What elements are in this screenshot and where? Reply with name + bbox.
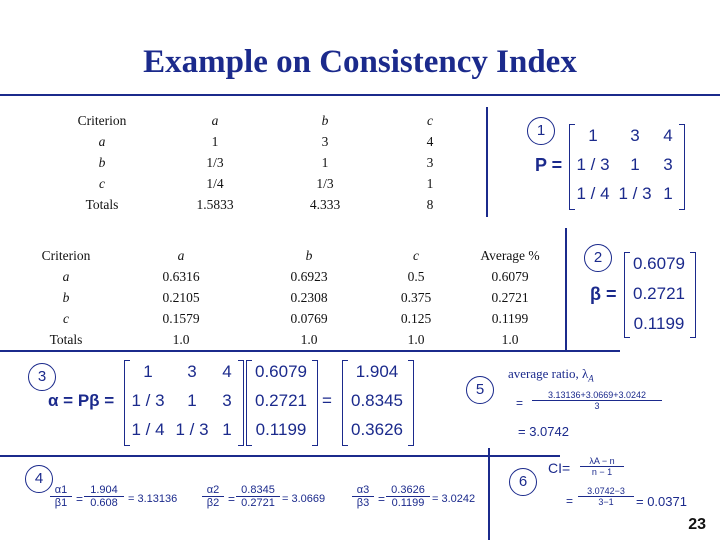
table-row (28, 308, 548, 329)
step-marker: 6 (509, 468, 537, 496)
fraction-denominator: 3 (594, 401, 600, 411)
table-cell: a (62, 268, 70, 284)
table-cell: 0.2105 (162, 289, 200, 305)
table-cell: c (99, 175, 105, 191)
matrix-cell: 4 (222, 362, 232, 381)
matrix-cell: 1 (663, 184, 673, 203)
divider-rule (0, 350, 620, 352)
equals-sign: = (322, 391, 332, 410)
table-row (50, 194, 486, 215)
fraction-numerator: 3.13136+3.0669+3.0242 (532, 390, 662, 401)
table-cell: 1.0 (407, 331, 425, 347)
table-cell: 1/4 (206, 175, 224, 191)
table-cell: 1/3 (206, 154, 224, 170)
matrix-cell: 1 / 3 (175, 420, 209, 439)
average-ratio-label (508, 366, 594, 384)
average-ratio-result: = 3.0742 (518, 424, 569, 439)
ci-result: = 0.0371 (636, 494, 687, 509)
normalized-matrix-table (28, 245, 548, 350)
table-cell: 0.2721 (491, 289, 529, 305)
fraction-denominator: 0.608 (90, 497, 118, 509)
table-cell: 1 (211, 133, 219, 149)
equals-sign: = (378, 492, 386, 506)
table-cell: c (63, 310, 69, 326)
ci-fraction-numeric (578, 486, 634, 507)
matrix-bracket (679, 124, 685, 210)
matrix-cell: 1 (630, 155, 640, 174)
average-ratio-sub: A (588, 373, 594, 384)
table-cell: 4 (426, 133, 434, 149)
table-row (50, 152, 486, 173)
vector-cell: 0.1199 (255, 420, 307, 439)
table-row (28, 329, 548, 350)
alpha-label: α = Pβ = (48, 391, 115, 410)
ratio-lhs (202, 484, 224, 509)
table-header: c (413, 247, 419, 263)
ratio-fraction (386, 484, 430, 509)
matrix-p-label: P = (535, 155, 563, 175)
fraction-numerator: 1.904 (84, 484, 124, 497)
step-marker: 2 (584, 244, 612, 272)
table-cell: 3 (321, 133, 329, 149)
matrix-p (535, 122, 685, 212)
ratio-lhs (352, 484, 374, 509)
table-cell: b (62, 289, 70, 305)
ratio-result: = 3.13136 (128, 493, 178, 505)
table-row (50, 173, 486, 194)
fraction-numerator: α2 (202, 484, 224, 497)
table-header: a (211, 112, 219, 128)
table-cell: 1.0 (300, 331, 318, 347)
ratio-lhs (50, 484, 72, 509)
table-cell: 0.375 (400, 289, 432, 305)
table-cell: Totals (49, 331, 83, 347)
table-row (50, 131, 486, 152)
table-header: Criterion (77, 112, 127, 128)
ratio-3 (352, 484, 492, 524)
title-underline (0, 94, 720, 96)
table-cell: 0.5 (407, 268, 425, 284)
vector-cell: 0.6079 (255, 362, 307, 381)
fraction-denominator: 3−1 (598, 497, 614, 507)
matrix-cell: 1 / 4 (131, 420, 165, 439)
fraction-numerator: α1 (50, 484, 72, 497)
table-cell: Totals (85, 196, 119, 212)
matrix-cell: 3 (187, 362, 197, 381)
fraction-denominator: β3 (356, 497, 370, 509)
beta-vector (590, 250, 700, 340)
table-cell: 0.125 (400, 310, 432, 326)
matrix-cell: 1 (143, 362, 153, 381)
average-ratio-text: average ratio, λ (508, 366, 589, 381)
vector-cell: 0.6079 (633, 254, 685, 273)
table-row (28, 287, 548, 308)
fraction-denominator: β1 (54, 497, 68, 509)
table-cell: 1 (426, 175, 434, 191)
table-cell: 0.6079 (491, 268, 529, 284)
matrix-cell: 1 / 3 (131, 391, 165, 410)
table-cell: b (98, 154, 106, 170)
matrix-cell: 1 / 3 (576, 155, 610, 174)
matrix-cell: 3 (222, 391, 232, 410)
ci-fraction-symbolic (580, 456, 624, 477)
step-marker: 3 (28, 363, 56, 391)
fraction-denominator: β2 (206, 497, 220, 509)
average-ratio-block (508, 366, 708, 446)
matrix-cell: 1 (588, 126, 598, 145)
matrix-cell: 1 / 4 (576, 184, 610, 203)
divider-rule (565, 228, 567, 350)
fraction-numerator: λA − n (580, 456, 624, 467)
ci-label: CI= (548, 460, 571, 476)
ratio-result: = 3.0669 (282, 493, 326, 505)
beta-label: β = (590, 284, 617, 304)
ci-block (548, 456, 718, 522)
ratio-result: = 3.0242 (432, 493, 476, 505)
equals-sign: = (566, 494, 574, 508)
matrix-cell: 1 (187, 391, 197, 410)
equals-sign: = (76, 492, 84, 506)
matrix-cell: 1 (222, 420, 232, 439)
step-marker: 5 (466, 376, 494, 404)
fraction-denominator: n − 1 (591, 467, 613, 477)
matrix-cell: 3 (663, 155, 673, 174)
table-cell: 8 (426, 196, 434, 212)
table-cell: 1/3 (316, 175, 334, 191)
table-header: b (305, 247, 313, 263)
pairwise-comparison-table (50, 110, 486, 215)
fraction-numerator: 0.3626 (386, 484, 430, 497)
fraction-denominator: 0.1199 (391, 497, 425, 509)
table-cell: 0.0769 (290, 310, 328, 326)
table-header: b (321, 112, 329, 128)
alpha-equation (48, 358, 418, 448)
table-cell: 1 (321, 154, 329, 170)
table-cell: 4.333 (309, 196, 341, 212)
table-cell: 1.0 (501, 331, 519, 347)
table-header-row (50, 110, 486, 131)
equals-sign: = (228, 492, 236, 506)
vector-cell: 0.8345 (351, 391, 403, 410)
vector-bracket (690, 252, 696, 338)
equals-sign: = (516, 396, 524, 410)
matrix-cell: 1 / 3 (618, 184, 652, 203)
table-cell: 0.6316 (162, 268, 200, 284)
ratio-2 (202, 484, 352, 524)
divider-rule (0, 455, 560, 457)
matrix-cell: 3 (630, 126, 640, 145)
matrix-cell: 4 (663, 126, 673, 145)
table-cell: 0.6923 (290, 268, 328, 284)
ratio-1 (50, 484, 190, 524)
vector-cell: 0.2721 (633, 284, 685, 303)
table-cell: 0.2308 (290, 289, 328, 305)
fraction-numerator: 0.8345 (236, 484, 280, 497)
step-marker: 1 (527, 117, 555, 145)
table-cell: 3 (426, 154, 434, 170)
fraction-numerator: 3.0742−3 (578, 486, 634, 497)
vector-bracket (408, 360, 414, 446)
fraction-numerator: α3 (352, 484, 374, 497)
ratio-fraction (236, 484, 280, 509)
step-marker: 4 (25, 465, 53, 493)
table-cell: 1.0 (172, 331, 190, 347)
vector-cell: 0.1199 (633, 314, 685, 333)
table-cell: 0.1199 (491, 310, 529, 326)
vector-cell: 0.2721 (255, 391, 307, 410)
page-number: 23 (688, 516, 706, 533)
table-header: Average % (480, 247, 540, 263)
table-cell: 0.1579 (162, 310, 200, 326)
table-header-row (28, 245, 548, 266)
vector-cell: 1.904 (355, 362, 399, 381)
table-header: a (177, 247, 185, 263)
table-header: Criterion (41, 247, 91, 263)
divider-rule (486, 107, 488, 217)
table-cell: 1.5833 (196, 196, 234, 212)
table-header: c (427, 112, 433, 128)
table-row (28, 266, 548, 287)
average-ratio-fraction (532, 390, 662, 411)
table-cell: a (98, 133, 106, 149)
matrix-bracket (238, 360, 244, 446)
vector-cell: 0.3626 (351, 420, 403, 439)
fraction-denominator: 0.2721 (241, 497, 275, 509)
slide-title: Example on Consistency Index (143, 44, 577, 80)
ratio-fraction (84, 484, 124, 509)
